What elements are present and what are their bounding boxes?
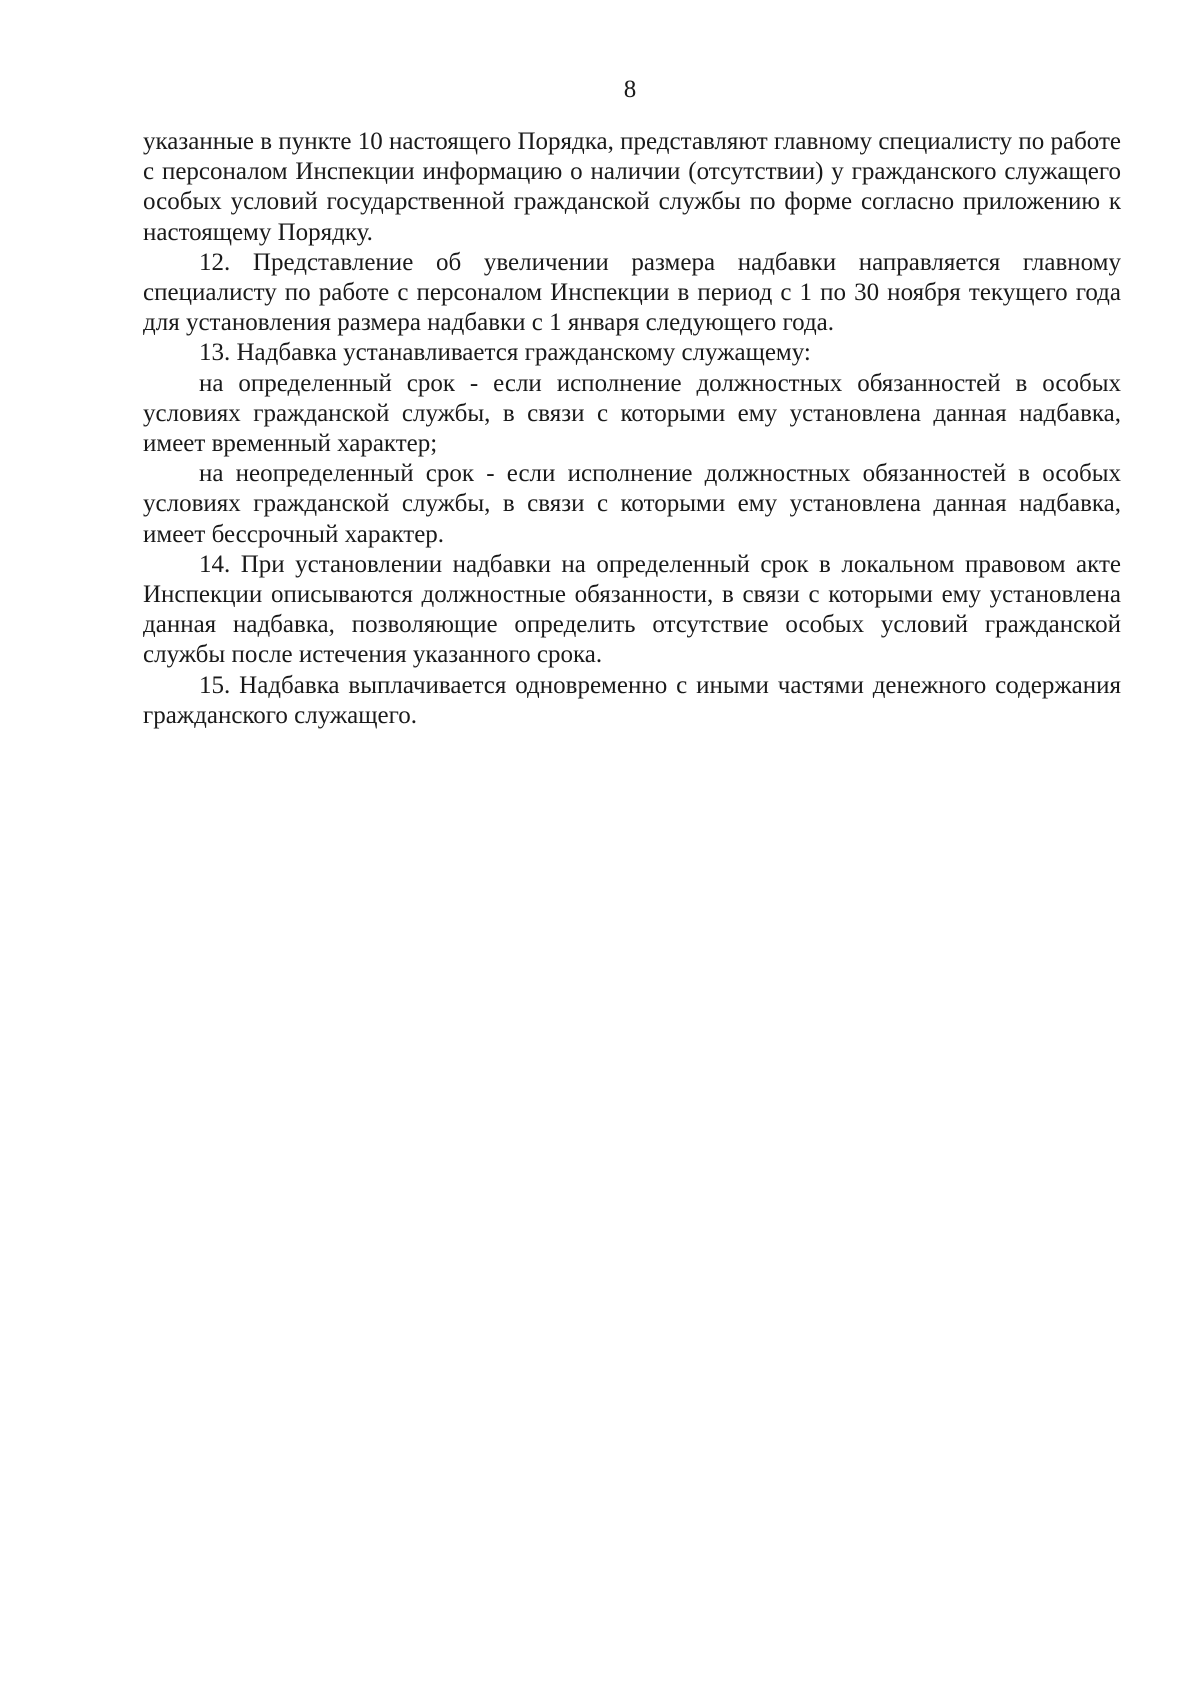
paragraph-item-14: 14. При установлении надбавки на определенный срок в локальном правовом акте Инспекции описываются должностные обязанности, в связи с которыми ему установлена данная надбавка, позволяющие определить отсутствие особых условий гражданской службы после истечения указанного срока.: [143, 550, 1121, 669]
paragraph-fixed-term: на определенный срок - если исполнение должностных обязанностей в особых условиях гражданской службы, в связи с которыми ему установлена данная надбавка, имеет временный характер;: [143, 369, 1121, 458]
document-body: [143, 127, 1121, 731]
paragraph-indefinite-term: на неопределенный срок - если исполнение должностных обязанностей в особых условиях гражданской службы, в связи с которыми ему установлена данная надбавка, имеет бессрочный характер.: [143, 460, 1121, 548]
paragraph-item-15: 15. Надбавка выплачивается одновременно с иными частями денежного содержания гражданского служащего.: [143, 671, 1121, 729]
paragraph-item-12: 12. Представление об увеличении размера надбавки направляется главному специалисту по работе с персоналом Инспекции в период с 1 по 30 ноября текущего года для установления размера надбавки с 1 января следующего года.: [143, 248, 1121, 337]
page-number: 8: [623, 76, 637, 103]
paragraph-continuation: указанные в пункте 10 настоящего Порядка, представляют главному специалисту по работе с персоналом Инспекции информацию о наличии (отсутствии) у гражданского служащего особых условий государственной гражданской службы по форме согласно приложению к настоящему Порядку.: [143, 128, 1121, 246]
paragraph-item-13: 13. Надбавка устанавливается гражданскому служащему:: [199, 339, 811, 367]
